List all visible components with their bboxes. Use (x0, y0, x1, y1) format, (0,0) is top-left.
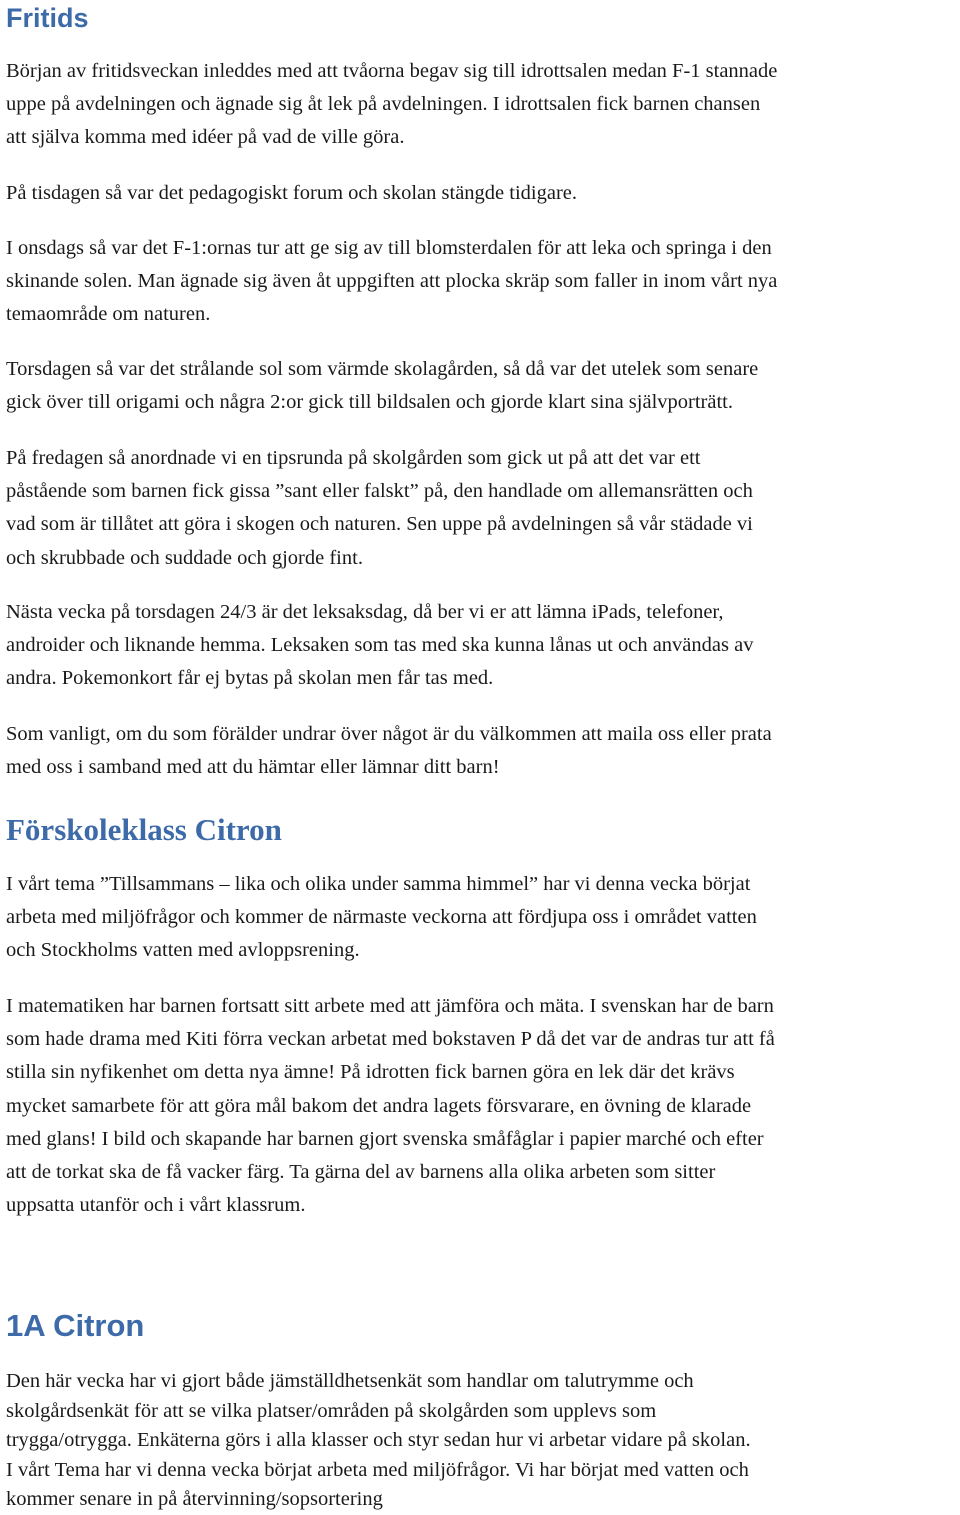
paragraph (6, 596, 960, 696)
text-line: kommer senare in på återvinning/sopsortering (6, 1488, 383, 1510)
text-line: Den här vecka har vi gjort både jämställdhetsenkät som handlar om talutrymme och (6, 1370, 694, 1392)
text-line: I onsdags så var det F-1:ornas tur att ge sig av till blomsterdalen för att leka och springa i den (6, 237, 772, 259)
text-line: I vårt Tema har vi denna vecka börjat arbeta med miljöfrågor. Vi har börjat med vatten och (6, 1458, 749, 1481)
text-line: På tisdagen så var det pedagogiskt forum och skolan stängde tidigare. (6, 182, 578, 204)
paragraph (6, 232, 960, 332)
text-line: Som vanligt, om du som förälder undrar över något är du välkommen att maila oss eller prata (6, 723, 772, 745)
paragraph (6, 868, 960, 968)
text-line: arbeta med miljöfrågor och kommer de närmaste veckorna att fördjupa oss i området vatten (6, 906, 757, 929)
section-heading-forskoleklass-citron: Förskoleklass Citron (6, 812, 282, 847)
text-line: gick över till origami och några 2:or gick till bildsalen och gjorde klart sina självporträtt. (6, 391, 733, 414)
text-line: mycket samarbete för att göra mål bakom det andra lagets försvarare, en övning de klarade (6, 1094, 752, 1117)
text-line: På fredagen så anordnade vi en tipsrunda på skolgården som gick ut på att det var ett (6, 447, 701, 469)
paragraph (6, 353, 960, 419)
text-line: att de torkat ska de få vacker färg. Ta gärna del av barnens alla olika arbeten som sitter (6, 1161, 716, 1184)
text-line: Början av fritidsveckan inleddes med att tvåorna begav sig till idrottsalen medan F-1 stannade (6, 60, 778, 82)
paragraph (6, 990, 960, 1222)
text-line: med oss i samband med att du hämtar eller lämnar ditt barn! (6, 756, 500, 779)
text-line: skinande solen. Man ägnade sig även åt uppgiften att plocka skräp som faller in inom vårt nya (6, 270, 778, 293)
text-line: påstående som barnen fick gissa ”sant eller falskt” på, den handlade om allemansrätten och (6, 480, 753, 503)
section-heading-1a-citron: 1A Citron (6, 1308, 145, 1343)
text-line: androider och liknande hemma. Leksaken som tas med ska kunna lånas ut och användas av (6, 634, 754, 657)
text-line: vad som är tillåtet att göra i skogen och naturen. Sen uppe på avdelningen så vår städade vi (6, 513, 753, 536)
text-line: Nästa vecka på torsdagen 24/3 är det leksaksdag, då ber vi er att lämna iPads, telefoner, (6, 601, 724, 623)
text-line: uppe på avdelningen och ägnade sig åt lek på avdelningen. I idrottsalen fick barnen chansen (6, 93, 761, 116)
text-line: och Stockholms vatten med avloppsrening. (6, 939, 360, 962)
paragraph (6, 1367, 960, 1515)
text-line: med glans! I bild och skapande har barnen gjort svenska småfåglar i papier marché och efter (6, 1127, 764, 1150)
text-line: I vårt tema ”Tillsammans – lika och olika under samma himmel” har vi denna vecka börjat (6, 873, 751, 895)
text-line: temaområde om naturen. (6, 303, 211, 326)
text-line: Torsdagen så var det strålande sol som värmde skolagården, så då var det utelek som senare (6, 358, 759, 380)
text-line: I matematiken har barnen fortsatt sitt arbete med att jämföra och mäta. I svenskan har de barn (6, 995, 774, 1017)
text-line: andra. Pokemonkort får ej bytas på skolan men får tas med. (6, 667, 494, 690)
paragraph (6, 442, 960, 575)
text-line: stilla sin nyfikenhet om detta nya ämne! På idrotten fick barnen göra en lek där det krävs (6, 1061, 735, 1084)
text-line: som hade drama med Kiti förra veckan arbetat med bokstaven P då det var de andras tur att få (6, 1028, 775, 1051)
paragraph (6, 55, 960, 155)
text-line: och skrubbade och suddade och gjorde fint. (6, 546, 363, 569)
text-line: skolgårdsenkät för att se vilka platser/områden på skolgården som upplevs som (6, 1399, 657, 1422)
text-line: att själva komma med idéer på vad de ville göra. (6, 126, 405, 149)
text-line: trygga/otrygga. Enkäterna görs i alla klasser och styr sedan hur vi arbetar vidare på skolan. (6, 1429, 751, 1451)
paragraph (6, 718, 960, 784)
section-heading-fritids: Fritids (6, 3, 89, 33)
text-line: uppsatta utanför och i vårt klassrum. (6, 1194, 306, 1217)
paragraph (6, 177, 960, 210)
